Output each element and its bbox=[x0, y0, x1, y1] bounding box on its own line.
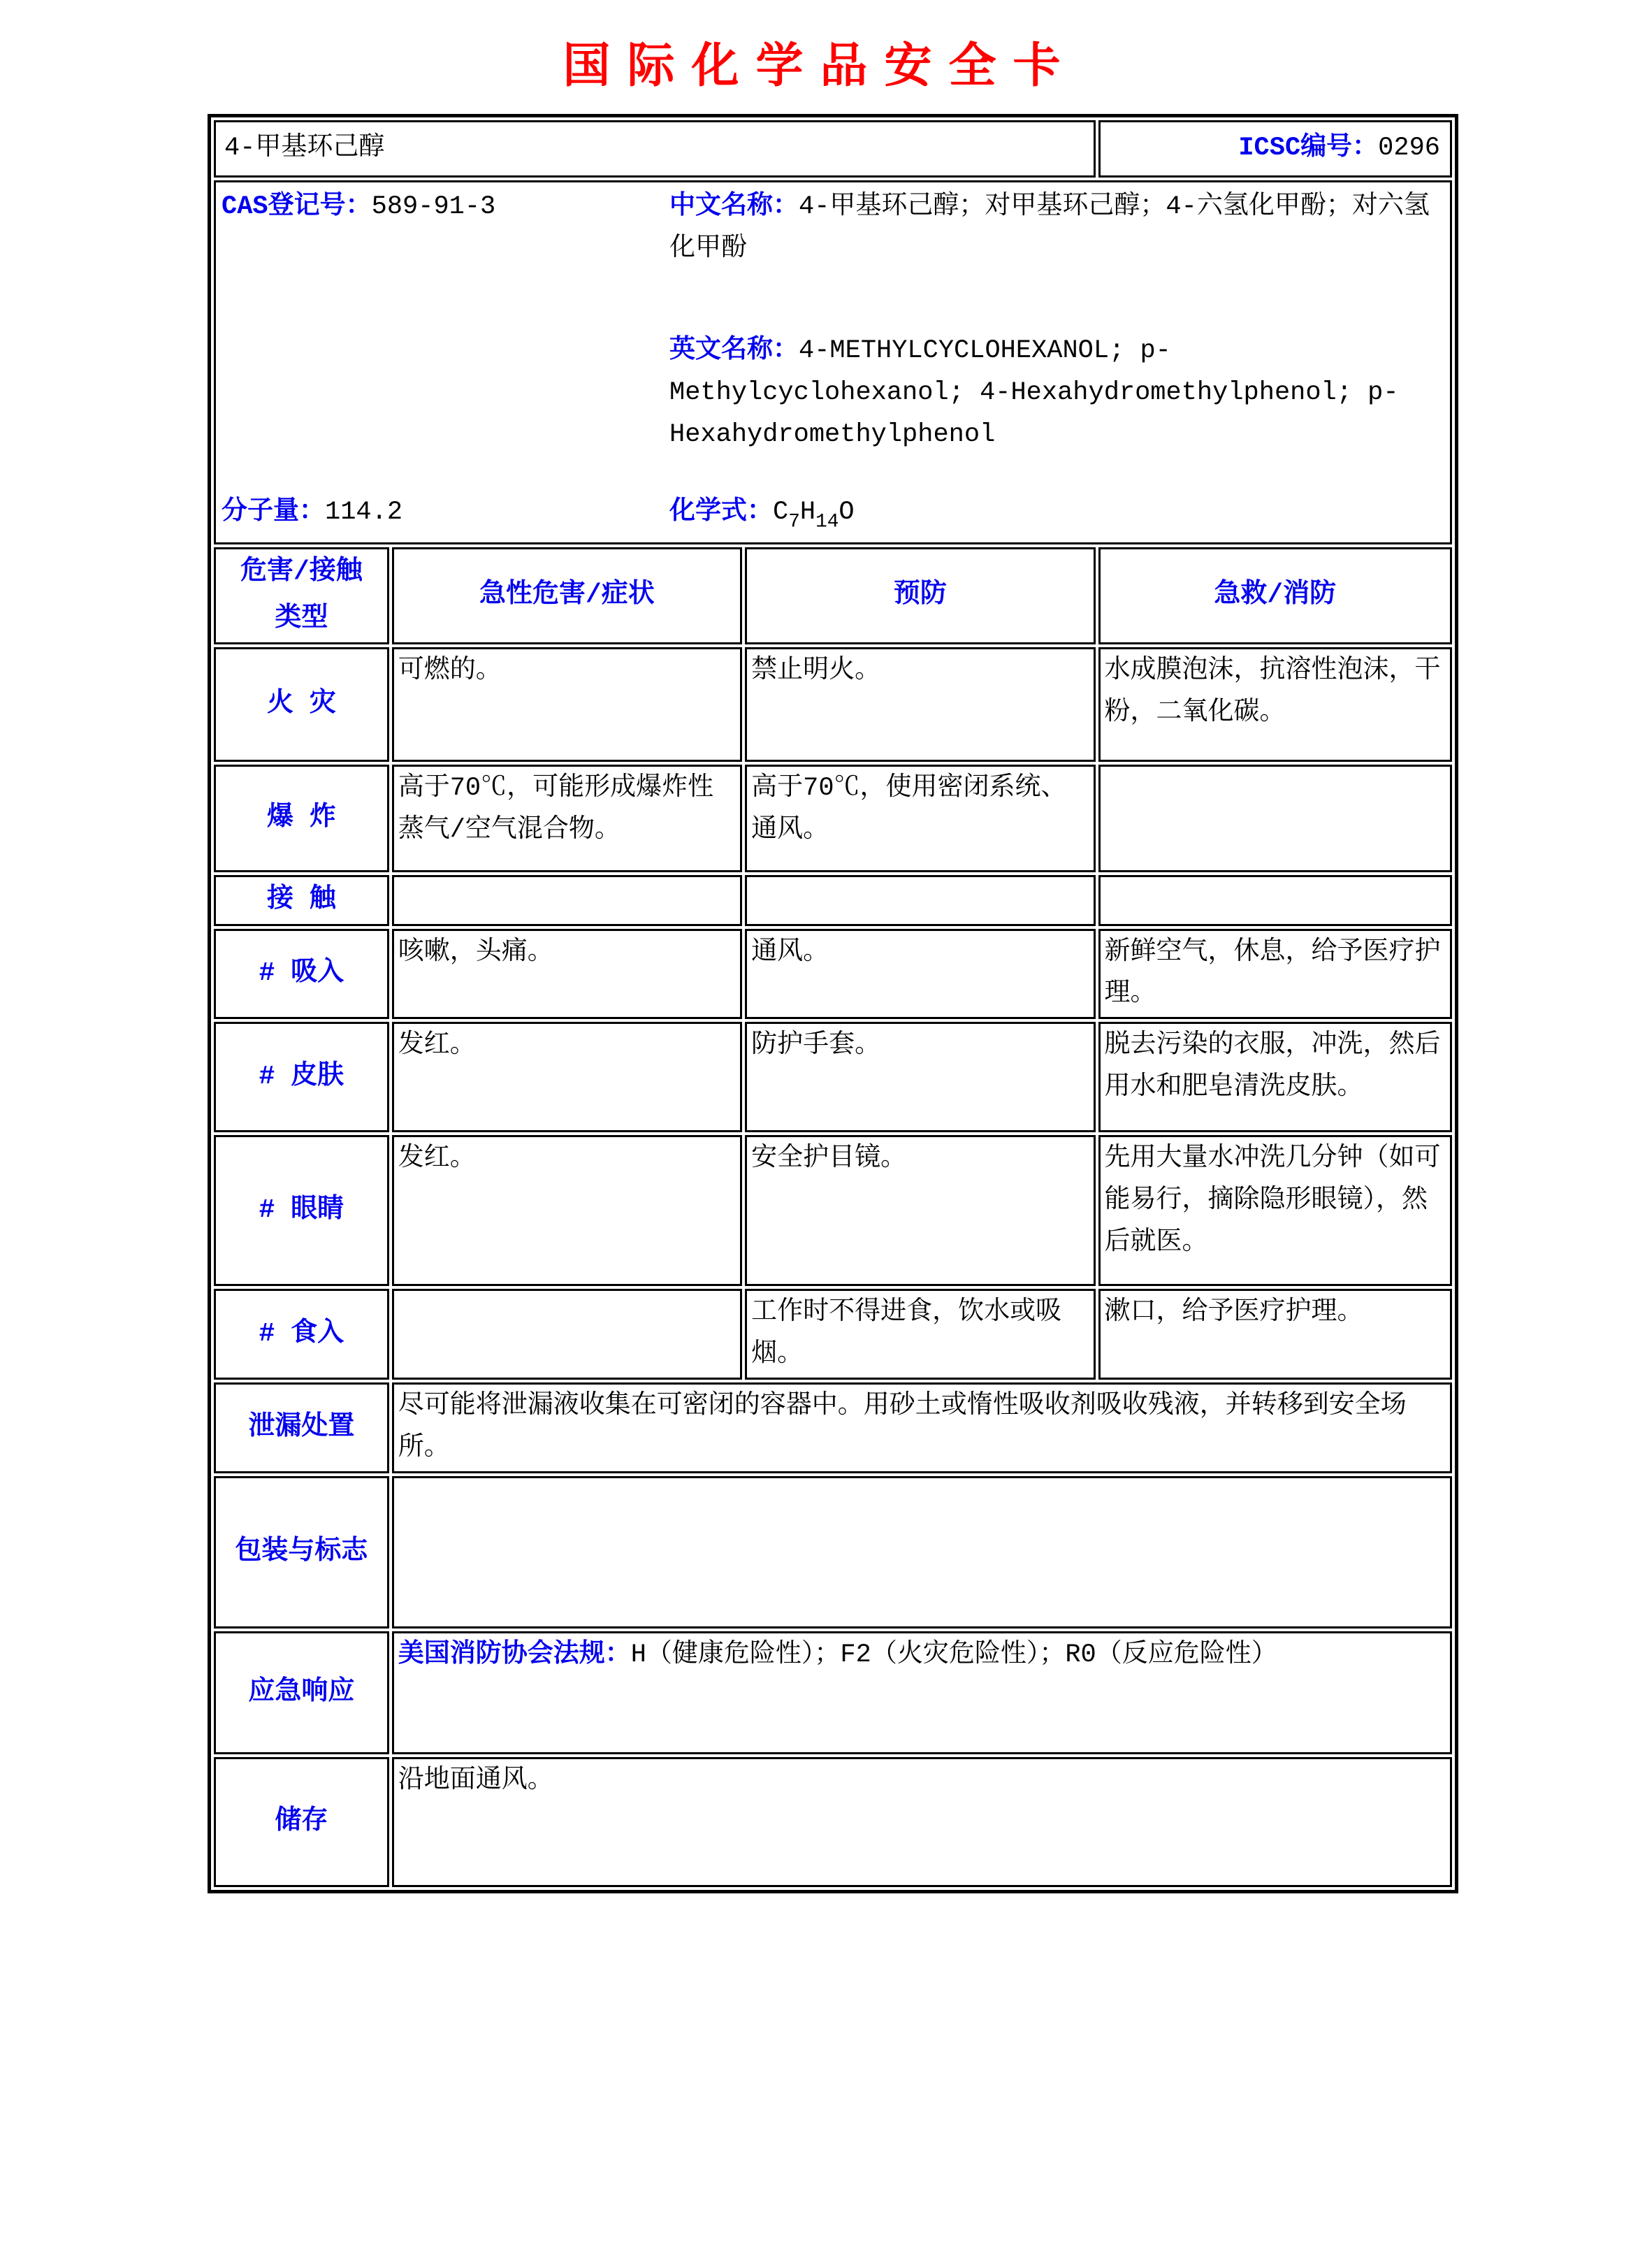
fire-row bbox=[214, 647, 1452, 762]
ingestion-row bbox=[214, 1289, 1452, 1380]
fire-prevention-cell: 禁止明火。 bbox=[745, 647, 1095, 762]
skin-prevention-cell: 防护手套。 bbox=[745, 1022, 1095, 1132]
packaging-row bbox=[214, 1476, 1452, 1628]
explosion-response-cell bbox=[1098, 765, 1452, 872]
skin-row bbox=[214, 1022, 1452, 1132]
icsc-card-page bbox=[0, 28, 1640, 1893]
row-label-inhalation: # 吸入 bbox=[214, 929, 389, 1020]
row-label-fire: 火 灾 bbox=[214, 647, 389, 762]
row-label-explosion: 爆 炸 bbox=[214, 765, 389, 872]
chinese-name-label: 中文名称： bbox=[669, 192, 799, 222]
title-row bbox=[214, 120, 1452, 178]
chemical-formula-line bbox=[669, 492, 855, 534]
identity-cell bbox=[214, 180, 1452, 544]
col-header-hazard-type: 危害/接触 类型 bbox=[214, 547, 389, 644]
skin-symptoms-cell: 发红。 bbox=[392, 1022, 742, 1132]
inhalation-response-cell: 新鲜空气，休息，给予医疗护理。 bbox=[1098, 929, 1452, 1020]
row-label-packaging: 包装与标志 bbox=[214, 1476, 389, 1628]
ingestion-prevention-cell: 工作时不得进食，饮水或吸烟。 bbox=[745, 1289, 1095, 1380]
chemical-formula: $C_7H_{14}O$ bbox=[773, 498, 855, 533]
skin-response-cell: 脱去污染的衣服，冲洗，然后用水和肥皂清洗皮肤。 bbox=[1098, 1022, 1452, 1132]
hazard-header-row bbox=[214, 547, 1452, 644]
icsc-label: ICSC编号： bbox=[1238, 133, 1379, 164]
chinese-names: 4-甲基环己醇；对甲基环己醇；4-六氢化甲酚；对六氢化甲酚 bbox=[669, 192, 1430, 263]
substance-name-cell bbox=[214, 120, 1096, 178]
storage-row bbox=[214, 1757, 1452, 1887]
cas-number-line bbox=[222, 187, 495, 229]
eyes-prevention-cell: 安全护目镜。 bbox=[745, 1135, 1095, 1286]
explosion-row bbox=[214, 765, 1452, 872]
english-name-label: 英文名称： bbox=[669, 336, 799, 366]
identity-row bbox=[214, 180, 1452, 544]
inhalation-symptoms-cell: 咳嗽，头痛。 bbox=[392, 929, 742, 1020]
contact-row bbox=[214, 875, 1452, 926]
row-label-ingestion: # 食入 bbox=[214, 1289, 389, 1380]
english-names-line bbox=[669, 331, 1443, 456]
icsc-table bbox=[208, 114, 1458, 1893]
cas-number: 589-91-3 bbox=[371, 192, 496, 222]
icsc-number-cell bbox=[1098, 120, 1452, 178]
row-label-spillage: 泄漏处置 bbox=[214, 1382, 389, 1473]
ingestion-response-cell: 漱口，给予医疗护理。 bbox=[1098, 1289, 1452, 1380]
icsc-number: 0296 bbox=[1378, 133, 1440, 164]
molecular-weight-label: 分子量： bbox=[222, 498, 325, 528]
eyes-symptoms-cell: 发红。 bbox=[392, 1135, 742, 1286]
cas-label: CAS登记号： bbox=[222, 192, 372, 222]
packaging-content-cell bbox=[392, 1476, 1452, 1628]
col-header-first-aid: 急救/消防 bbox=[1098, 547, 1452, 644]
inhalation-prevention-cell: 通风。 bbox=[745, 929, 1095, 1020]
spillage-content-cell: 尽可能将泄漏液收集在可密闭的容器中。用砂土或惰性吸收剂吸收残液，并转移到安全场所。 bbox=[392, 1382, 1452, 1473]
row-label-emergency: 应急响应 bbox=[214, 1631, 389, 1754]
col-header-acute-symptoms: 急性危害/症状 bbox=[392, 547, 742, 644]
emergency-content-cell bbox=[392, 1631, 1452, 1754]
page-title: 国际化学品安全卡 bbox=[563, 39, 1077, 92]
col-header-prevention: 预防 bbox=[745, 547, 1095, 644]
emergency-row bbox=[214, 1631, 1452, 1754]
formula-label: 化学式： bbox=[669, 498, 773, 528]
nfpa-codes: H（健康危险性）；F2（火灾危险性）；R0（反应危险性） bbox=[630, 1640, 1277, 1670]
eyes-response-cell: 先用大量水冲洗几分钟（如可能易行，摘除隐形眼镜），然后就医。 bbox=[1098, 1135, 1452, 1286]
row-label-eyes: # 眼睛 bbox=[214, 1135, 389, 1286]
chinese-names-line bbox=[669, 187, 1443, 270]
contact-symptoms-cell bbox=[392, 875, 742, 926]
fire-response-cell: 水成膜泡沫，抗溶性泡沫，干粉，二氧化碳。 bbox=[1098, 647, 1452, 762]
contact-prevention-cell bbox=[745, 875, 1095, 926]
row-label-contact: 接 触 bbox=[214, 875, 389, 926]
storage-content-cell: 沿地面通风。 bbox=[392, 1757, 1452, 1887]
fire-symptoms-cell: 可燃的。 bbox=[392, 647, 742, 762]
english-names: 4-METHYLCYCLOHEXANOL; p-Methylcyclohexanol; 4-Hexahydromethylphenol; p-Hexahydromethylphenol bbox=[669, 336, 1399, 449]
nfpa-label: 美国消防协会法规： bbox=[398, 1640, 631, 1670]
explosion-symptoms-cell: 高于70℃，可能形成爆炸性蒸气/空气混合物。 bbox=[392, 765, 742, 872]
eyes-row bbox=[214, 1135, 1452, 1286]
explosion-prevention-cell: 高于70℃，使用密闭系统、通风。 bbox=[745, 765, 1095, 872]
ingestion-symptoms-cell bbox=[392, 1289, 742, 1380]
row-label-storage: 储存 bbox=[214, 1757, 389, 1887]
row-label-skin: # 皮肤 bbox=[214, 1022, 389, 1132]
spillage-row bbox=[214, 1382, 1452, 1473]
contact-response-cell bbox=[1098, 875, 1452, 926]
inhalation-row bbox=[214, 929, 1452, 1020]
molecular-weight-value: 114.2 bbox=[325, 498, 403, 528]
molecular-weight-line bbox=[222, 492, 402, 534]
substance-name: 4-甲基环己醇 bbox=[224, 133, 385, 164]
